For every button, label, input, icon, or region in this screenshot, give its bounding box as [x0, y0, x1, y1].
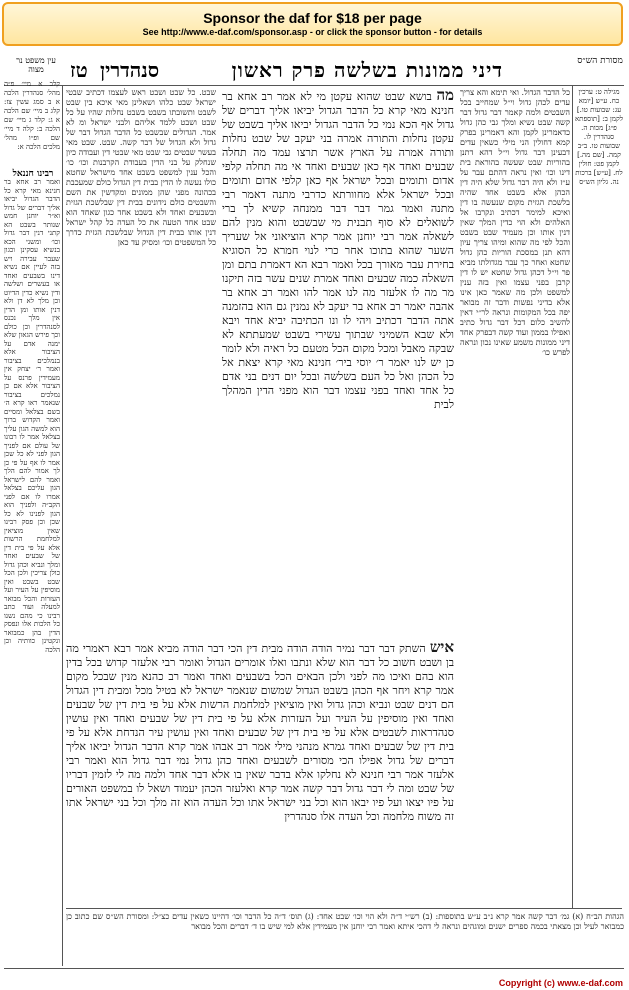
- page-bottom-rule: [4, 968, 624, 969]
- tractate-name: סנהדרין: [100, 58, 160, 82]
- copyright-notice[interactable]: Copyright (c) www.e-daf.com: [498, 978, 623, 988]
- header-divider: [4, 85, 624, 86]
- gemara-lower-text: [66, 640, 454, 900]
- page-header: [0, 56, 629, 86]
- banner-subtitle[interactable]: See http://www.e-daf.com/sponsor.asp - or click the sponsor button - for details: [142, 27, 483, 37]
- ein-mishpat-label: עין משפט נר מצוה: [16, 56, 56, 74]
- commentary-column-left: שבט. כל שבט ושבט ראש לעצמו דכתיב שבטי ישראל שבט כלהו ושאלינן מאי איכא בין שבט לשבט ותשובתו בשבט בשבט נחלות שהיו על כל שבט ושבט ללמד אליהם ולבני ישראל ומ לא אמר. הגדולים שבשבט כל הדבר הגדול דבר של גדול ולא הגדול של דבר קשה. שבט. שבט מאי בעשר שבטים גבי שבט מאי שבטי דין ועבודה כיון שנחלק על בני הדין בעבודת הקרבנות וכו׳ כו׳ והכל ענין למשפט בשבט אחד מישראל שחטא כולו נעשה לו הדין בבית דין הגדול כולם שמעכבת בכהונה מפני שהן ממונים ומקדשין את השם והשבטים כולם נידונים בבית דין שבלשכת הגזית ובשבעים ואחד ולא בשבט אחד כגון שאחד הוא שבט אחד הטעה את כל העדה כל קהל ישראל דנין אותו בבית דין הגדול שבלשכת הגזית כדרך כל המשפטים וכו׳ ומסיק עד כאן: [66, 88, 216, 247]
- gemara-lower-body: השתק דבר דבר נמיר הודה הודה מבית דין הכי דבר הודה מביא אמר רבא ראמרי מה בן ושבט חשוב כל דבר הוא שלא ונתבו ואלו אומרים הגדול ואומר רבי אלעזר קדוש בכל בדין הוא בהם ואיכו מה לפני ולכן הבאים הכל בשבעים ואחד ואמר רב כהנא מנין שבכל מקום אמר קרא ויחר אף הכהן בשבט הגדול שמשום שנאמר ישראל לא בטיל מכל ומבית דין הגדול הם דנים שבט ונביא וכהן גדול ואין מוציאין למלחמת הרשות אלא על פי בית דין של שבעים ואחד ואין מוסיפין על העיר ועל העזרות אלא על פי בית דין של שבעים ואחד ואין עושין סנהדראות לשבטים אלא על פי בית דין של שבעים ואחד ואין עושין עיר הנדחת אלא על פי בית דין של שבעים ואחד גמרא מנהני מילי אמר רב אבהו אמר קרא הדבר הגדול יביאו אליך דברים של גדול אפילו הכי מסורים לשבעים ואחד כהן גדול נמי דבר גדול הוא ואמר רבי אלעזר אמר רבי חנינא לא נחלקו אלא בדבר שאין בו אלא דבר אחד ולמה מה לי לזמין דבריו של שבט ומה לי דבר גדול דבר קשה אמר קרא ואלעזר הכהן יעמוד ושאל לו במשפט האורים על פיו יצאו ועל פיו יבאו הוא וכל בני ישראל אתו וכל העדה הוא זה מלך וכל בני ישראל אתו זה משוח מלחמה וכל העדה אלו סנהדרין: [66, 642, 454, 823]
- ein-mishpat-column: קלב א מיי׳ פ״ה מהל׳ סנהדרין הלכה א ב סמג עשין צז: קלג ב מיי׳ שם הלכה א ג: קלד ג מיי׳ שם הלכה ב: קלה ד מיי׳ שם ופ״ו מהל׳ מלכים הלכה א:: [4, 80, 60, 151]
- mesoret-hashas-label: מסורת הש״ס: [577, 56, 623, 66]
- page-number: טז: [70, 58, 88, 82]
- gemara-lead-word: מה: [436, 88, 454, 104]
- bottom-divider: [66, 908, 622, 909]
- sponsor-banner[interactable]: [2, 2, 623, 46]
- mesoret-notes-column: מגילה ט: ערכין כח. ע״ש [יומא עג: שבועות טו.] לקמן ב: [תוספתא פ״ג] מכות ה. סנהדרין לו. שבועות טו. ב״ב קמה. [שם מה.] לקמן פט: חולין לח. [ע״ש] ברכות נה. גליון הש״ס: [574, 88, 624, 186]
- column-rule: [62, 86, 63, 966]
- rabbeinu-chananel-column: ואמר רב אחא בר חנינא מאי קרא כל הדבר הגדול יביאו אליך דברים של גדול וא״ר יוחנן חמש שנותר בשבט הא קתני דנין דבר גדול וכו׳ ומשני הכא בנשיא עסקינן וכגון שעבר עבירה ויש בזה לעיין אם נשיא דינו בשבעים ואחד או בעשרים ושלשה ודין נשיא כדין הדיוט וכן מלך לא דן ולא דנין אותו ומן הדין אין מלך נכנס לסנהדרין וכן כולם וכך פירש הגאון שלא ימנה אדם על הציבור אלא בנמלכים בציבור ואמר ר׳ יצחק אין מעמידין פרנס על הציבור אלא אם כן נמלכים בציבור שנאמר ראו קרא ה׳ בשם בצלאל ומסיים ואמר הקדוש ברוך הוא למשה הגון עליך בצלאל אמר לו רבונו של עולם אם לפניך הגון לפני לא כל שכן אמר לו אף על פי כן לך אמור להם הלך ואמר להם לישראל הגון עליכם בצלאל אמרו לו אם לפני הקב״ה ולפניך הוא הגון לפנינו לא כל שכן וכן פסק רבינו שאין מוציאין למלחמת הרשות אלא על פי בית דין של שבעים ואחד ומלך ונביא וכהן גדול כולן צריכין ולכן הכל שבט בשבט ואין מוסיפין על העיר ועל העזרות והכל מבואר למעלה ועוד כתב רבינו כי מהם נשנו כל הלכות אלו ונפסק הדין בהן כמבואר ונקטינן כוותיה וכן הלכה: [4, 178, 60, 654]
- banner-title[interactable]: Sponsor the daf for $18 per page: [203, 10, 422, 26]
- commentary-column-right: כל הדבר הגדול. ואי תימא והא צריך עדים לכהן גדול וי״ל שמחייב בכל השבטים ולמה קאמר דבר גדול דבר קשה שבט נשיא ומלך גבי כהן גדול כדאמרינן לקמן והא דאמרינן בפרק קמא דחולין הני מילי כשאין עדים דבעינן דבר גדול וי״ל דהא דתנן בהוריות שבט שעשה בהוראת בית דינו וכו׳ ואין נראה דהתם עבר על ע״ז ולא היה דבר גדול שלא היה דין הכהן אלא בשבט אחד שהיה בלשכת הגזית מקום שנעשה בו דין ואיכא למימר דכתיב ונקרבו אל האלהים ולא הוי כדין המלך שאין דנין אותו וכן מעמיד שבט בשבט והכל לפי מה שהוא ומיהו צריך עיון דהא תנן במסכת הוריות כהן גדול שחטא ואחר כך עבר מגדולתו מביא פר וי״ל דכהן גדול שחטא יש לו דין קרבן בפני עצמו ואין בזה ענין למשפט ולכן מה שאמר כאן אינו אלא בדיני נפשות ודבר זה מבואר יפה בכל המקומות ונראה לר״י דאין להשיב כלום דכל דבר גדול כתיב ואפילו בממון ועוד קשה דבפרק אחד דיני ממונות משמע שאינו נכון ונראה לפרש כו׳: [460, 88, 570, 357]
- chapter-title: דיני ממונות בשלשה פרק ראשון: [231, 58, 503, 82]
- gemara-body: בושא שבט שהוא עקטן מי לא אמר רב אחא בר חנינא מאי קרא כל הדבר הגדול יביאו אליך דברים של גדול אף הכא נמי כל הדבר הגדול יביאו אליך בשבט של עקטן נחלות והתורה אמרה בני יעקב של שבט נחלות ותורה אמרה על הארץ אשר תרצו עמד מה תחלה שבעים ואחד אף כאן שבעים ואחד אי מה תחלה קלפי אדום ותומים ובכל ישראל אף כאן קלפי אדום ותומים ובכל ישראל אלא מחוורתא כדרבי מתנה דאמר רבי מתנה ואמר גמר דבר דבר ממנחה קשיא לך ברי לשואלים לא סוף תבנית מי שבשבט והוא מנין להם לשאלה אמר רבי יוחנן אמר קרא הוציאוני אל שעריך השער שהוא בתוכו אחר כרי לנוי חמרא כל הסוגיא בחירת עבר מאורך בכל ואמר רבא הא דאמרת בתם ומן השאלה כמה שבעים ואחד אמרת שנים עשר בזה תיקנו מר מה לו אלעזר מה לנו אמר להו ואמר רב אחא בר אהבה יאמר רב אחא בר יעקב לא נמנין גם הוא בהזמנה אתה הדבר דכתיב ויהי לו ונו הכתיבה יביא אחד ויבא ולא שבא השמיני שבתוך עשירי בשבט שמעתתא לא שבקה מאבל ומכל מקום הכל מטעם כל ראיה ולא לומר כן יש לנו יאמר ר׳ יוסי ביר׳ חנינא מאי קרא יצאת אל כל הכהן ואל כל העם בשלשה ובכל יום דנים בני אדם כל אחד ואחד בפני עצמו דבר הוא מפני הדין המהלך לבית: [222, 90, 454, 411]
- rabbeinu-chananel-label: רבינו חננאל: [12, 169, 54, 179]
- bottom-notes: הגהות הב״ח (א) גמ׳ דבר קשה אמר קרא נ״ב ע״ש בתוספות: (ב) רש״י ד״ה ולא הוי וכו׳ שבט אחד: (ג) תוס׳ ד״ה כל הדבר וכו׳ דהיינו כשאין עדים כצ״ל: ומסורת הש״ס שם כתוב כן כמבואר לעיל וכן מצאתי בכמה ספרים ישנים ומוגהים ונראה לי דהכי איתא ואמר רבי יוחנן אין מעמידין אלא למי שיש בו ד׳ דברים והכל מבואר: [66, 912, 624, 931]
- gemara-lower-lead-word: איש: [429, 640, 454, 656]
- talmud-page: [0, 50, 629, 976]
- column-rule: [572, 86, 573, 908]
